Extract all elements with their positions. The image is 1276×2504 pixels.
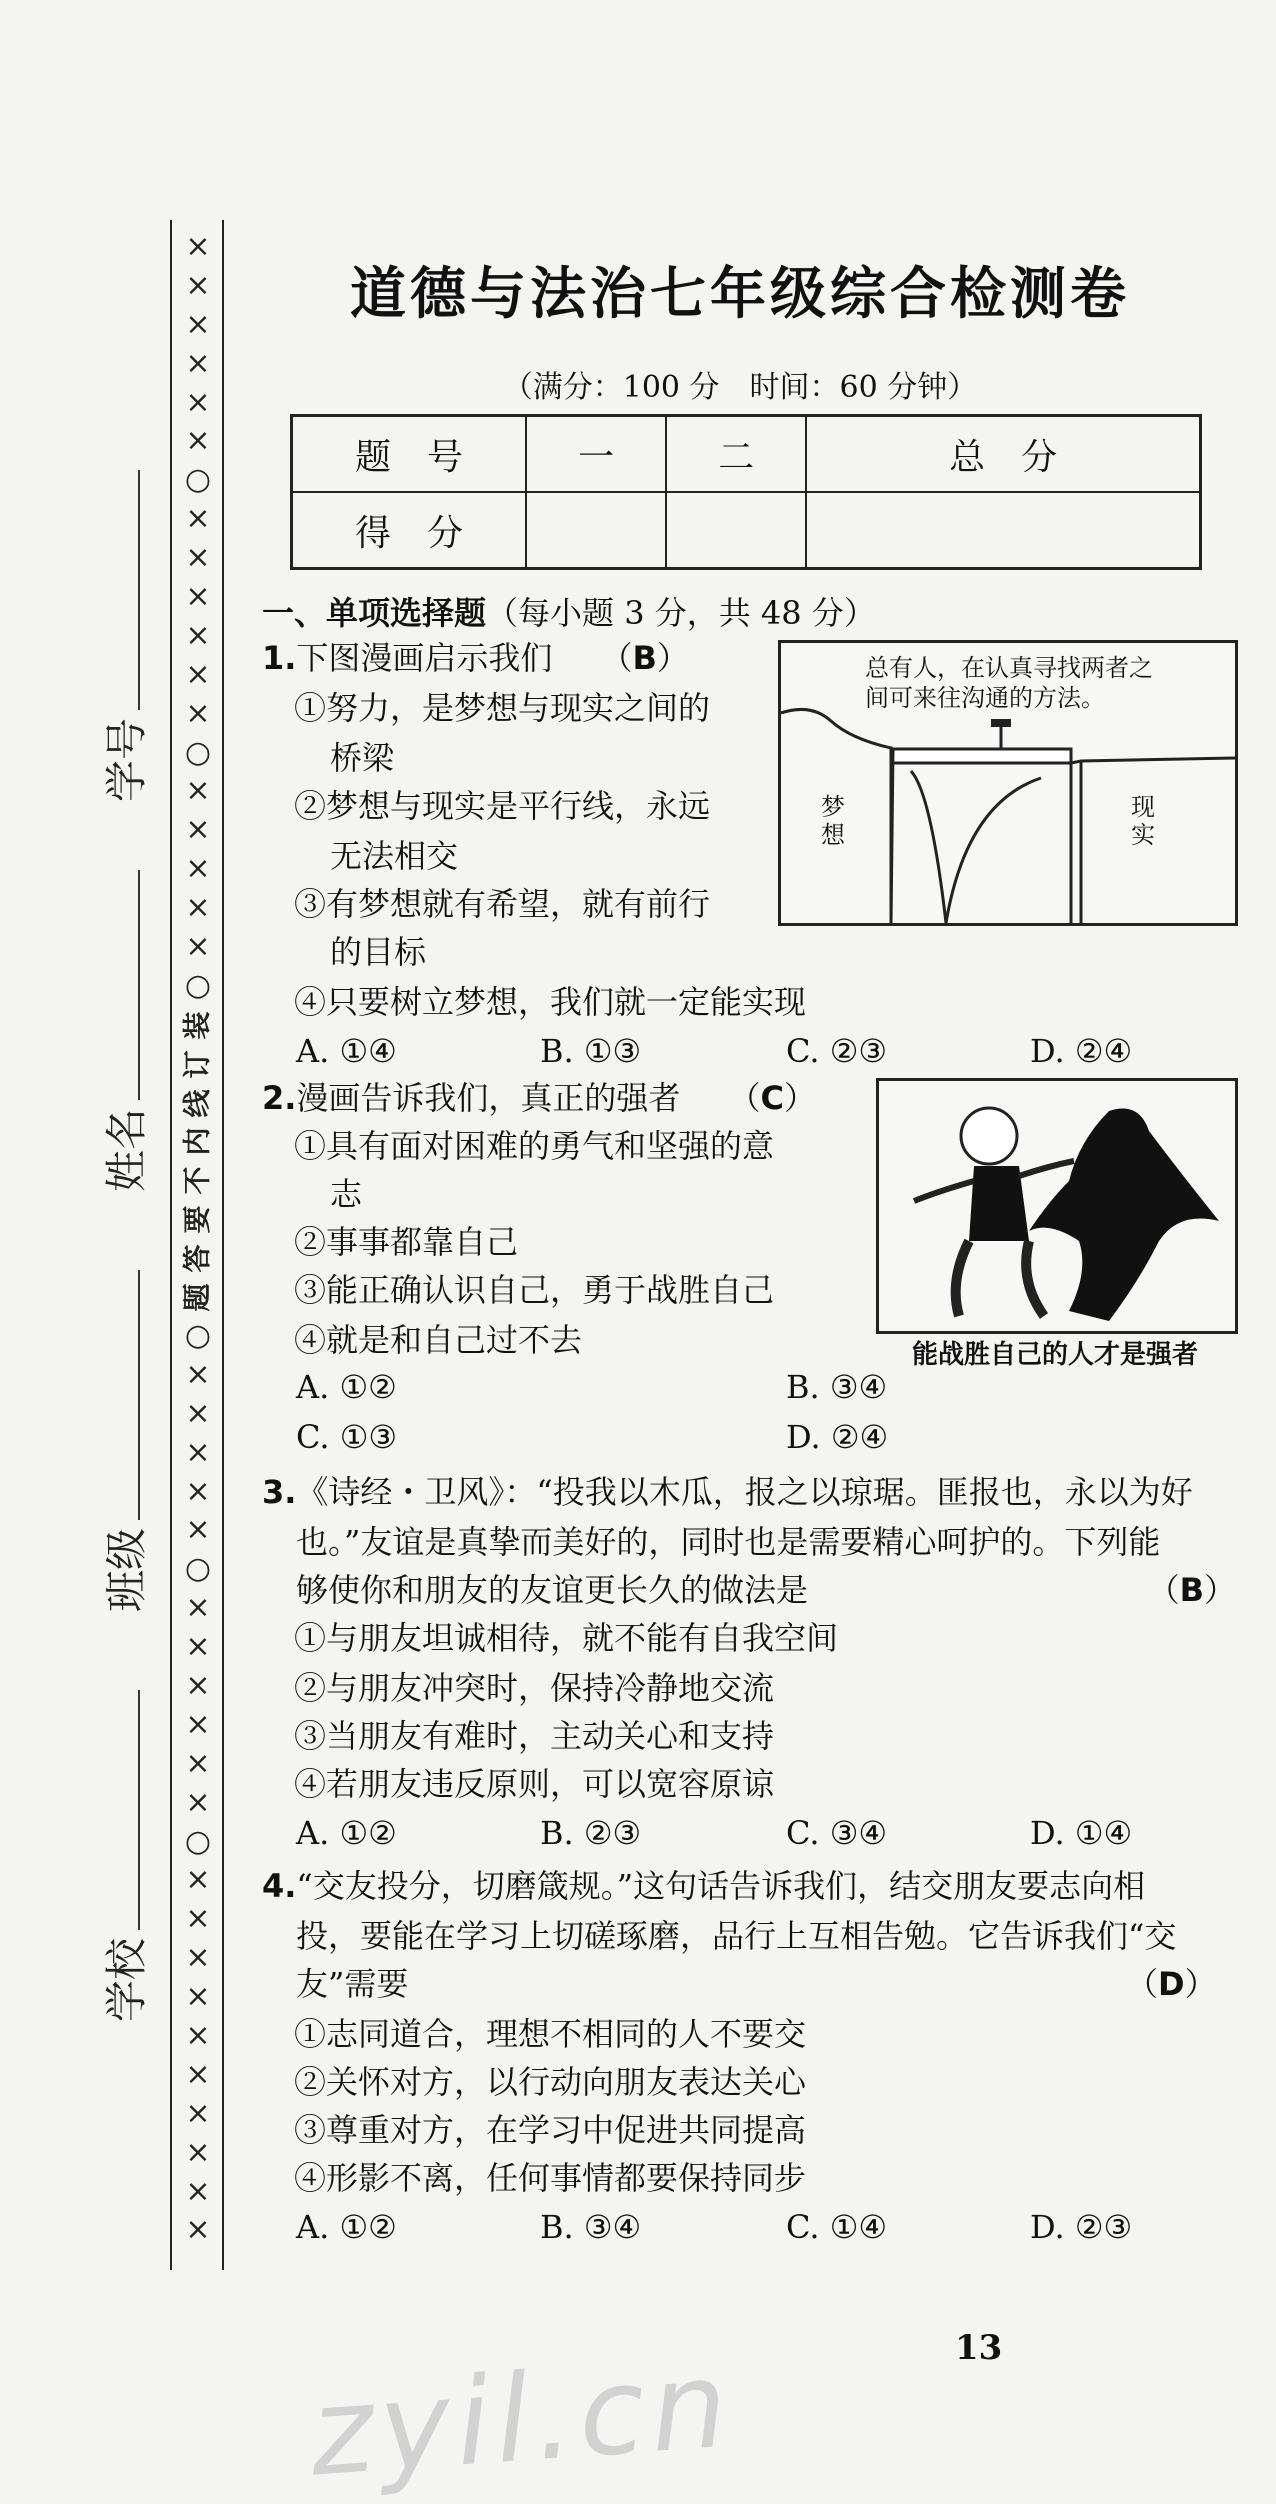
choice-b[interactable]: B. ③④: [540, 2208, 642, 2246]
binding-mark: ×: [185, 1590, 211, 1626]
class-label: 班级: [102, 1527, 152, 1613]
score-cell: 题 号: [292, 416, 527, 493]
question-4-option: ①志同道合，理想不相同的人不要交: [294, 2015, 807, 2053]
name-label: 姓名: [102, 1107, 152, 1193]
choice-b[interactable]: B. ①③: [540, 1032, 642, 1070]
strong-person-caption: 能战胜自己的人才是强者: [911, 1340, 1198, 1370]
binding-mark: ×: [185, 1667, 211, 1703]
watermark: zyil.cn: [305, 2335, 738, 2504]
binding-mark: ×: [185, 423, 211, 459]
answer-1: B: [632, 639, 657, 677]
question-2-option: ④就是和自己过不去: [294, 1321, 583, 1359]
question-2-option: 志: [330, 1175, 363, 1213]
page-number: 13: [955, 2328, 1003, 2368]
school-line: [138, 1690, 140, 1930]
question-4-stem-line: 友”需要: [296, 1965, 409, 2003]
binding-mark: ×: [185, 267, 211, 303]
question-3-option: ④若朋友违反原则，可以宽容原谅: [294, 1765, 775, 1803]
class-line: [138, 1270, 140, 1520]
dream-label: 梦想: [821, 793, 845, 849]
question-1-option: 无法相交: [330, 837, 459, 875]
question-4-option: ③尊重对方，在学习中促进共同提高: [294, 2111, 807, 2149]
question-1-option: ①努力，是梦想与现实之间的: [294, 689, 711, 727]
question-1-option: ④只要树立梦想，我们就一定能实现: [294, 983, 807, 1021]
choice-c[interactable]: C. ①④: [786, 2208, 888, 2246]
score-table-row: [292, 416, 1201, 493]
student-no-label: 学号: [102, 717, 152, 803]
binding-mark: ×: [185, 579, 211, 615]
binding-mark: ×: [185, 851, 211, 887]
binding-mark: ×: [185, 1706, 211, 1742]
binding-marks: [178, 228, 218, 2278]
binding-mark: ×: [185, 617, 211, 653]
binding-mark: ○: [184, 967, 212, 1003]
score-cell[interactable]: [806, 492, 1200, 569]
binding-mark: ○: [184, 1823, 212, 1859]
binding-mark: ×: [185, 656, 211, 692]
binding-mark: ×: [185, 540, 211, 576]
binding-mark: ×: [185, 1940, 211, 1976]
answer-4: D: [1158, 1965, 1185, 2003]
score-table: [290, 414, 1202, 570]
binding-mark: ×: [185, 1745, 211, 1781]
score-cell: 一: [526, 416, 666, 493]
binding-mark: ×: [185, 2017, 211, 2053]
binding-mark: 题: [180, 1283, 214, 1312]
reality-label: 现实: [1131, 793, 1155, 849]
question-3-stem: 3.《诗经・卫风》：“投我以木瓜，报之以琼琚。匪报也，永以为好: [262, 1473, 1193, 1511]
binding-mark: 要: [180, 1205, 214, 1234]
choice-d[interactable]: D. ①④: [1030, 1814, 1133, 1852]
binding-mark: ×: [185, 1862, 211, 1898]
question-1-option: 的目标: [330, 933, 427, 971]
binding-mark: ×: [185, 695, 211, 731]
binding-mark: ×: [185, 1512, 211, 1548]
binding-mark: 不: [180, 1166, 214, 1195]
question-1-stem: 1.下图漫画启示我们 （B）: [262, 639, 689, 677]
question-1-option: ③有梦想就有希望，就有前行: [294, 885, 711, 923]
score-cell: 得 分: [292, 492, 527, 569]
binding-mark: ×: [185, 2095, 211, 2131]
score-cell[interactable]: [526, 492, 666, 569]
binding-mark: ×: [185, 1434, 211, 1470]
choice-a[interactable]: A. ①②: [296, 2208, 397, 2246]
binding-mark: ×: [185, 384, 211, 420]
binding-mark: ×: [185, 1395, 211, 1431]
binding-mark: ×: [185, 2134, 211, 2170]
binding-mark: ×: [185, 890, 211, 926]
choice-b[interactable]: B. ③④: [786, 1368, 888, 1406]
score-cell: 总 分: [806, 416, 1200, 493]
name-line: [138, 870, 140, 1100]
question-4-stem-line: 投，要能在学习上切磋琢磨，品行上互相告勉。它告诉我们“交: [296, 1917, 1177, 1955]
answer-4-bracket: （D）: [1126, 1965, 1217, 2003]
answer-2: C: [760, 1079, 784, 1117]
binding-mark: ×: [185, 1629, 211, 1665]
question-3-option: ①与朋友坦诚相待，就不能有自我空间: [294, 1619, 839, 1657]
score-table-row: [292, 492, 1201, 569]
choice-a[interactable]: A. ①②: [296, 1814, 397, 1852]
choice-a[interactable]: A. ①④: [296, 1032, 397, 1070]
binding-mark: ×: [185, 773, 211, 809]
binding-mark: ○: [184, 1317, 212, 1353]
page-subtitle: （满分：100 分 时间：60 分钟）: [502, 370, 978, 405]
bridge-drawing: [781, 643, 1235, 923]
binding-mark: ○: [184, 1551, 212, 1587]
question-4-option: ②关怀对方，以行动向朋友表达关心: [294, 2063, 807, 2101]
binding-mark: ×: [185, 1979, 211, 2015]
choice-c[interactable]: C. ②③: [786, 1032, 888, 1070]
choice-d[interactable]: D. ②③: [1030, 2208, 1133, 2246]
question-3-stem-line: 够使你和朋友的友谊更长久的做法是 （B）: [296, 1571, 1236, 1609]
choice-c[interactable]: C. ③④: [786, 1814, 888, 1852]
binding-border-left: [170, 220, 172, 2270]
score-cell: 二: [666, 416, 806, 493]
bridge-cartoon: [778, 640, 1238, 926]
question-1-option: 桥梁: [330, 739, 395, 777]
binding-mark: ×: [185, 1473, 211, 1509]
choice-c[interactable]: C. ①③: [296, 1418, 398, 1456]
answer-3: B: [1179, 1571, 1204, 1609]
choice-d[interactable]: D. ②④: [1030, 1032, 1133, 1070]
question-3-stem-line: 也。”友谊是真挚而美好的，同时也是需要精心呵护的。下列能: [296, 1523, 1161, 1561]
binding-border-right: [222, 220, 224, 2270]
binding-mark: 答: [180, 1244, 214, 1273]
binding-mark: ×: [185, 2173, 211, 2209]
question-2-stem: 2.漫画告诉我们，真正的强者 （C）: [262, 1079, 816, 1117]
binding-mark: ×: [185, 501, 211, 537]
binding-mark: ×: [185, 1901, 211, 1937]
binding-mark: ×: [185, 229, 211, 264]
binding-mark: ×: [185, 812, 211, 848]
binding-mark: ×: [185, 929, 211, 965]
question-3-option: ②与朋友冲突时，保持冷静地交流: [294, 1669, 775, 1707]
question-1-option: ②梦想与现实是平行线，永远: [294, 787, 711, 825]
binding-mark: ×: [185, 2056, 211, 2092]
question-4-option: ④形影不离，任何事情都要保持同步: [294, 2159, 807, 2197]
binding-mark: ×: [185, 345, 211, 381]
strong-person-cartoon: [876, 1078, 1238, 1334]
question-2-option: ①具有面对困难的勇气和坚强的意: [294, 1127, 775, 1165]
section-heading: 一、单项选择题（每小题 3 分，共 48 分）: [262, 594, 876, 632]
binding-mark: ×: [185, 2212, 211, 2248]
school-label: 学校: [102, 1937, 152, 2023]
question-4-stem: 4.“交友投分，切磨箴规。”这句话告诉我们，结交朋友要志向相: [262, 1867, 1146, 1905]
binding-mark: 装: [180, 1011, 214, 1040]
binding-mark: ○: [184, 734, 212, 770]
binding-mark: ×: [185, 306, 211, 342]
question-2-option: ③能正确认识自己，勇于战胜自己: [294, 1271, 775, 1309]
score-cell[interactable]: [666, 492, 806, 569]
question-3-option: ③当朋友有难时，主动关心和支持: [294, 1717, 775, 1755]
choice-d[interactable]: D. ②④: [786, 1418, 889, 1456]
binding-mark: ○: [184, 462, 212, 498]
binding-mark: 订: [180, 1050, 214, 1079]
fighting-shadow-drawing: [879, 1081, 1235, 1331]
choice-b[interactable]: B. ②③: [540, 1814, 642, 1852]
binding-mark: ×: [185, 1356, 211, 1392]
binding-mark: 内: [180, 1127, 214, 1156]
question-2-option: ②事事都靠自己: [294, 1223, 519, 1261]
bridge-cartoon-caption: 总有人，在认真寻找两者之间可来往沟通的方法。: [865, 654, 1153, 712]
binding-mark: ×: [185, 1784, 211, 1820]
choice-a[interactable]: A. ①②: [296, 1368, 397, 1406]
binding-mark: 线: [180, 1089, 214, 1118]
student-no-line: [138, 470, 140, 710]
page-title: 道德与法治七年级综合检测卷: [350, 262, 1130, 327]
